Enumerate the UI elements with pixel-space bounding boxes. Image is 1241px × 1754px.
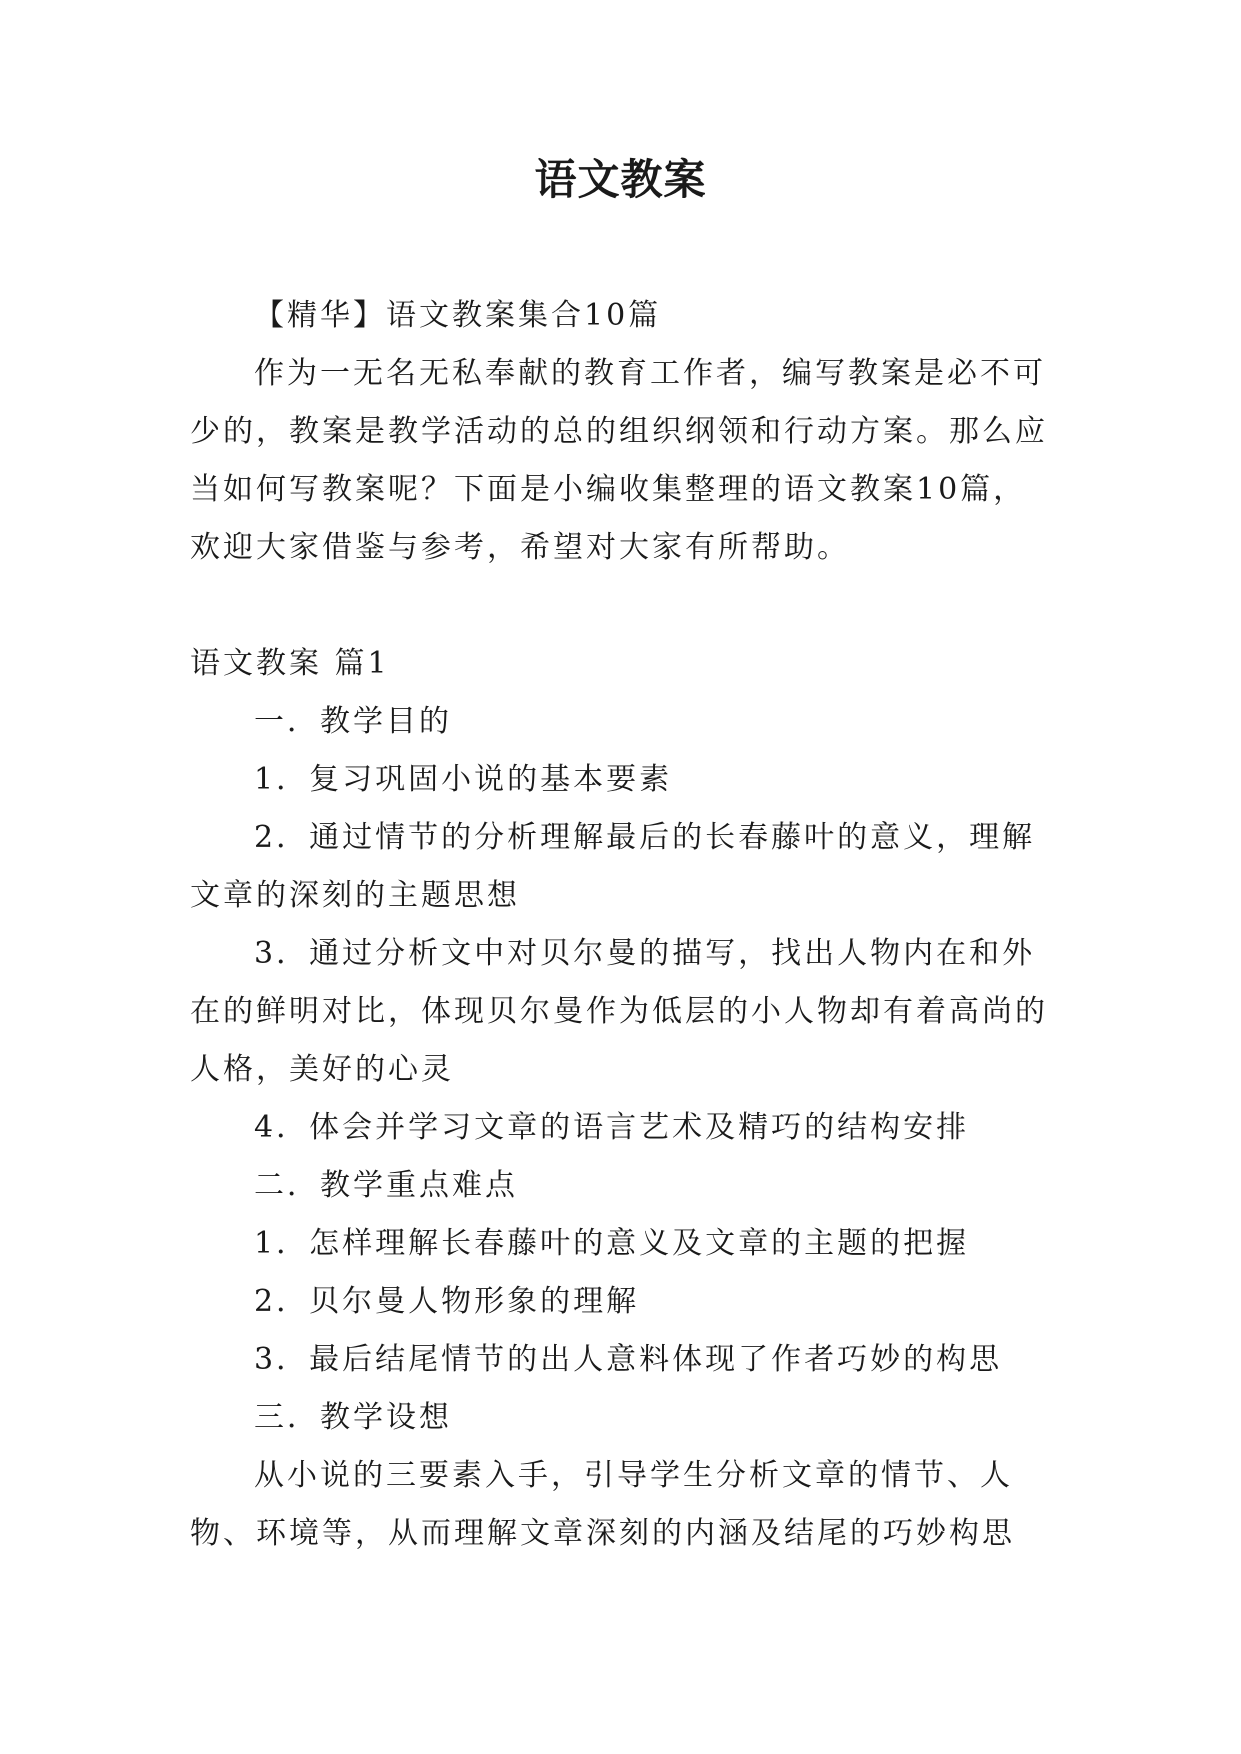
document-title: 语文教案 — [534, 155, 707, 204]
intro-paragraph: 作为一无名无私奉献的教育工作者，编写教案是必不可少的，教案是教学活动的总的组织纲领和行动方案。那么应当如何写教案呢？下面是小编收集整理的语文教案10篇，欢迎大家借鉴与参考，希望对大家有所帮助。 — [190, 356, 1048, 565]
body-line: 从小说的三要素入手，引导学生分析文章的情节、人物、环境等，从而理解文章深刻的内涵及结尾的巧妙构思 — [190, 1458, 1015, 1551]
document-body — [190, 287, 1055, 1563]
body-line: 一．教学目的 — [254, 704, 452, 739]
body-line: 二．教学重点难点 — [254, 1168, 518, 1203]
body-line: 1．怎样理解长春藤叶的意义及文章的主题的把握 — [254, 1226, 970, 1261]
body-line: 三．教学设想 — [254, 1400, 452, 1435]
spacer — [190, 577, 1055, 635]
body-line: 4．体会并学习文章的语言艺术及精巧的结构安排 — [254, 1110, 970, 1145]
body-line: 1．复习巩固小说的基本要素 — [254, 762, 673, 797]
body-line: 2．通过情节的分析理解最后的长春藤叶的意义，理解文章的深刻的主题思想 — [190, 820, 1036, 913]
document-subtitle: 【精华】语文教案集合10篇 — [254, 298, 662, 333]
body-line: 3．最后结尾情节的出人意料体现了作者巧妙的构思 — [254, 1342, 1003, 1377]
body-line: 3．通过分析文中对贝尔曼的描写，找出人物内在和外在的鲜明对比，体现贝尔曼作为低层的小人物却有着高尚的人格，美好的心灵 — [190, 936, 1048, 1087]
body-line: 2．贝尔曼人物形象的理解 — [254, 1284, 640, 1319]
section-title: 语文教案 篇1 — [190, 646, 390, 681]
